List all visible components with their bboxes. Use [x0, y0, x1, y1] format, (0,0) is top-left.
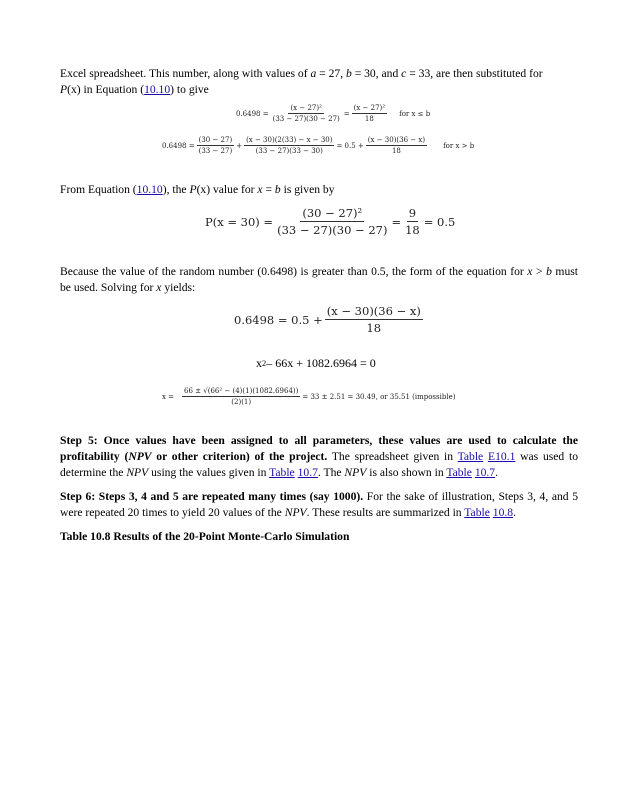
numerator: (30 − 27)	[198, 136, 233, 144]
eq-lhs: 0.6498 =	[162, 141, 195, 150]
denominator: (33 − 27)	[198, 147, 233, 155]
fraction	[325, 304, 423, 335]
numerator: (x − 30)(36 − x)	[367, 136, 426, 144]
text-span: was used to determine the	[60, 450, 578, 479]
because-paragraph	[60, 264, 578, 296]
eq-rest: – 66x + 1082.6964 = 0	[266, 356, 376, 370]
fraction	[182, 387, 300, 406]
quadratic-formula	[162, 387, 455, 406]
text-span: >	[532, 265, 547, 278]
equation-link[interactable]: 10.10	[136, 183, 163, 196]
eq-result: = 33 ± 2.51 = 30.49, or 35.51 (impossible)	[302, 392, 456, 401]
fraction	[352, 104, 387, 123]
var-x: x	[527, 265, 533, 278]
var-x: x	[256, 356, 262, 370]
table-link[interactable]: 10.7	[297, 466, 318, 479]
px-paragraph	[60, 182, 578, 198]
equation-3	[205, 206, 455, 237]
table-link[interactable]: 10.7	[474, 466, 496, 479]
npv-term: NPV	[128, 450, 152, 463]
var-c: c	[401, 67, 407, 80]
text-span: For the sake of illustration, Steps 3, 4, and 5 were repeated 20 times to yield 20 values of the	[60, 490, 578, 519]
text-span: The spreadsheet given in	[327, 450, 458, 463]
var-a: a	[310, 67, 317, 80]
denominator: 18	[391, 147, 401, 155]
eq-sign: =	[391, 214, 402, 229]
text-span: From Equation (	[60, 183, 137, 196]
step-heading: Step 5: Once values have been assigned to all parameters, these values are used to calculate the profitability (	[60, 434, 578, 463]
var-b: b	[346, 67, 352, 80]
text-span: .	[513, 506, 516, 519]
numerator: 66 ± √(66² − (4)(1)(1082.6964))	[184, 387, 299, 395]
condition: for x ≤ b	[399, 109, 431, 118]
eq-lhs: 0.6498 =	[236, 109, 269, 118]
text-span: ), the	[162, 183, 190, 196]
npv-term: NPV	[126, 466, 149, 479]
eq-lhs: x =	[162, 392, 175, 401]
step-5-paragraph	[60, 433, 578, 481]
npv-term: NPV	[284, 506, 307, 519]
table-caption	[60, 529, 578, 545]
eq-lhs: P(x = 30) =	[205, 214, 274, 229]
numerator: (x − 30)(36 − x)	[326, 304, 421, 318]
step-6-paragraph	[60, 489, 578, 521]
numerator: (x − 27)²	[353, 104, 386, 112]
fraction	[275, 206, 389, 237]
fraction	[271, 104, 342, 123]
denominator: (2)(1)	[231, 398, 252, 406]
text-span: ) to give	[170, 83, 209, 96]
fraction	[197, 136, 235, 155]
step-heading: Step 6: Steps 3, 4 and 5 are repeated many times (say 1000).	[60, 490, 364, 503]
quadratic-equation: x 2 – 66x + 1082.6964 = 0	[256, 356, 376, 370]
denominator: (33 − 27)(30 − 27)	[272, 115, 340, 123]
text-span: . These results are summarized in	[306, 506, 465, 519]
text-span: = 33, are then substituted for	[406, 67, 543, 80]
denominator: 18	[405, 223, 420, 237]
var-b: b	[274, 183, 281, 196]
text-span: using the values given in	[148, 466, 270, 479]
npv-term: NPV	[344, 466, 367, 479]
table-link[interactable]: Table	[269, 466, 295, 479]
text-span: Excel spreadsheet. This number, along with values of	[60, 67, 311, 80]
numerator: (x − 27)²	[290, 104, 322, 112]
numerator: 9	[408, 206, 417, 220]
plus-sign: +	[236, 141, 243, 150]
equation-1	[236, 104, 430, 123]
text-span: (x)	[67, 83, 81, 96]
table-link[interactable]: 10.8	[492, 506, 514, 519]
fraction	[403, 206, 422, 237]
caption-text: Table 10.8 Results of the 20-Point Monte-Carlo Simulation	[60, 530, 350, 543]
denominator: (33 − 27)(30 − 27)	[277, 223, 388, 237]
eq-lhs: 0.6498 = 0.5 +	[234, 312, 323, 327]
denominator: 18	[366, 321, 382, 335]
var-p: P	[189, 183, 197, 196]
text-span: yields:	[161, 281, 196, 294]
var-b: b	[546, 265, 552, 278]
table-link[interactable]: E10.1	[488, 450, 516, 463]
equation-2	[162, 136, 474, 155]
table-link[interactable]: Table	[457, 450, 484, 463]
eq-mid: = 0.5 +	[336, 141, 364, 150]
eq-sign: =	[343, 109, 350, 118]
var-x: x	[156, 281, 162, 294]
numerator: (30 − 27)²	[302, 206, 363, 220]
text-span: = 27,	[316, 67, 346, 80]
denominator: 18	[364, 115, 374, 123]
fraction	[366, 136, 427, 155]
step-heading: or other criterion) of the project.	[151, 450, 328, 463]
text-span: is given by	[280, 183, 335, 196]
equation-link[interactable]: 10.10	[144, 83, 171, 96]
text-span: in Equation (	[80, 83, 145, 96]
text-span: must be used. Solving for	[60, 265, 578, 294]
intro-paragraph	[60, 66, 578, 98]
text-span: = 30, and	[351, 67, 402, 80]
table-link[interactable]: Table	[446, 466, 472, 479]
var-p: P	[60, 83, 68, 96]
text-span: . The	[317, 466, 345, 479]
text-span: (x)	[196, 183, 211, 196]
text-span: .	[495, 466, 499, 479]
fraction	[244, 136, 334, 155]
table-link[interactable]: Table	[464, 506, 490, 519]
condition: for x > b	[443, 141, 475, 150]
var-x: x	[257, 183, 263, 196]
denominator: (33 − 27)(33 − 30)	[255, 147, 323, 155]
text-span: value for	[210, 183, 258, 196]
eq-result: = 0.5	[423, 214, 456, 229]
text-span: =	[262, 183, 275, 196]
text-span: is also shown in	[366, 466, 447, 479]
equation-4	[234, 304, 425, 335]
text-span: Because the value of the random number (0.6498) is greater than 0.5, the form of the equation for	[60, 265, 528, 278]
numerator: (x − 30)(2(33) − x − 30)	[246, 136, 333, 144]
